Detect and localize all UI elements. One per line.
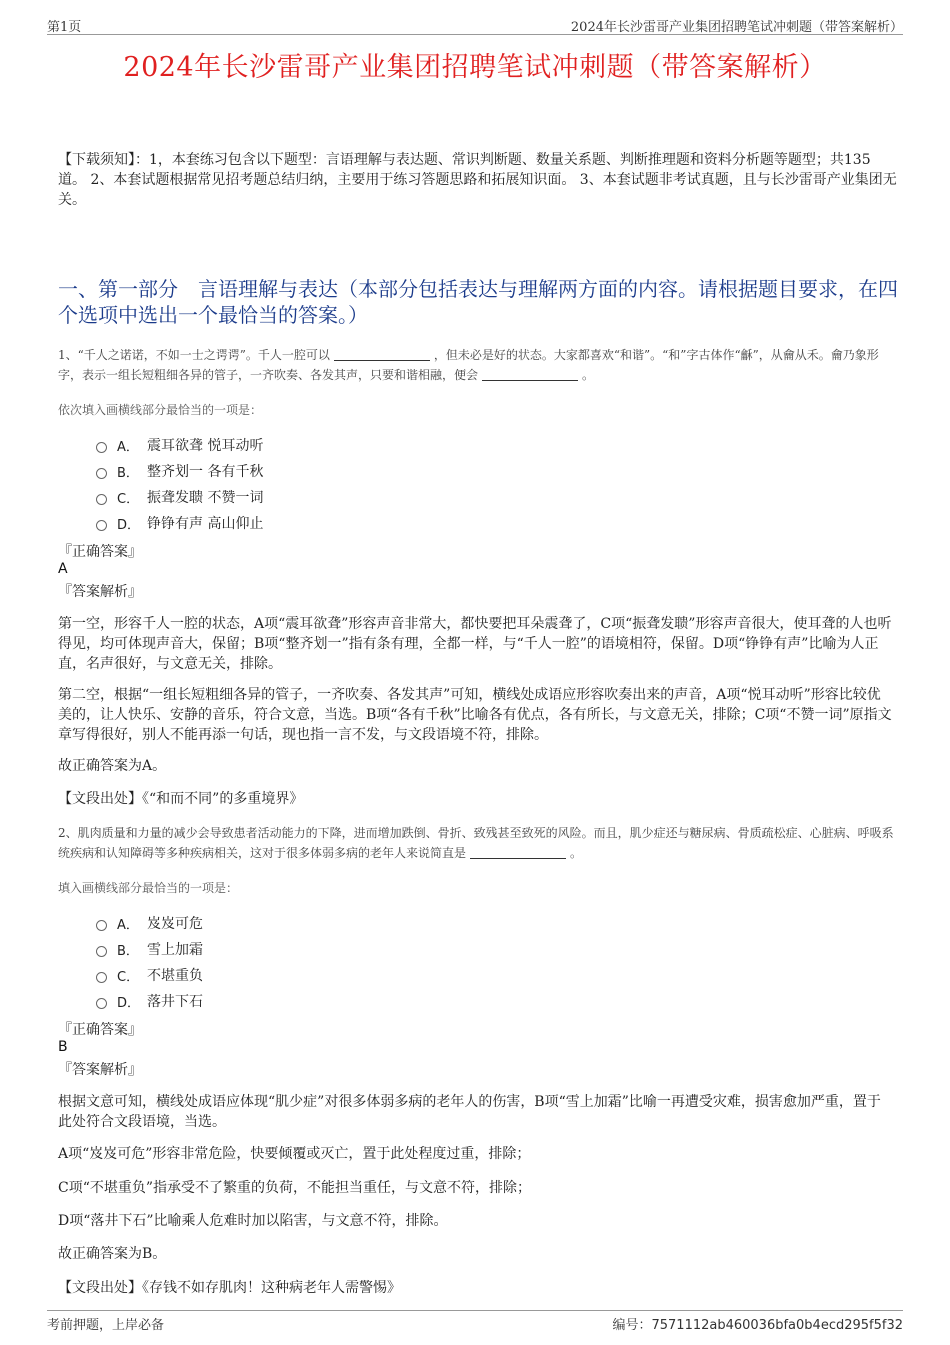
radio-icon[interactable] [96,442,107,453]
blank-1 [470,846,566,859]
correct-answer-label: 『正确答案』 [58,544,142,560]
analysis-paragraph: 第二空，根据“一组长短粗细各异的管子，一齐吹奏、各发其声”可知，横线处成语应形容吹奏出来的声音，A项“悦耳动听”形容比较优美的，让人快乐、安静的音乐，符合文意，当选。B项“各有千秋”比喻各有优点，各有所长，与文意无关，排除；C项“不赞一词”原指文章写得很好，别人不能再添一句话，现也指一言不发，与文段语境不符，排除。 [58,687,892,743]
option-d[interactable]: D． 落井下石 [96,988,203,1014]
footer-code-value: 7571112ab460036bfa0b4ecd295f5f32 [651,1318,903,1333]
footer-code [612,1314,903,1333]
correct-answer-value: B [58,1039,68,1055]
radio-icon[interactable] [96,946,107,957]
analysis-source: 【文段出处】《“和而不同”的多重境界》 [58,791,304,807]
blank-1 [334,348,430,361]
question-1-stem: 1、“千人之诺诺，不如一士之谔谔”。千人一腔可以 ，但未必是好的状态。大家都喜欢“和谐”。“和”字古体作“龢”，从龠从禾。龠乃象形字，表示一组长短粗细各异的管子，一齐吹奏、各发其声，只要和谐相融，便会 。 [58,348,879,382]
option-a[interactable]: A． 岌岌可危 [96,910,203,936]
radio-icon[interactable] [96,972,107,983]
option-d[interactable]: D． 铮铮有声 高山仰止 [96,510,263,536]
analysis-label: 『答案解析』 [58,584,142,600]
radio-icon[interactable] [96,520,107,531]
analysis-conclusion: 故正确答案为B。 [58,1246,167,1262]
analysis-paragraph: D项“落井下石”比喻乘人危难时加以陷害，与文意不符，排除。 [58,1213,448,1229]
analysis-label: 『答案解析』 [58,1062,142,1078]
analysis-conclusion: 故正确答案为A。 [58,758,167,774]
question-1-options [96,432,263,536]
header-divider [47,34,903,35]
correct-answer-label: 『正确答案』 [58,1022,142,1038]
correct-answer-value: A [58,561,68,577]
footer-divider [47,1310,903,1311]
analysis-paragraph: 根据文意可知，横线处成语应体现“肌少症”对很多体弱多病的老年人的伤害，B项“雪上加霜”比喻一再遭受灾难，损害愈加严重，置于此处符合文段语境，当选。 [58,1094,881,1130]
radio-icon[interactable] [96,468,107,479]
option-c[interactable]: C． 不堪重负 [96,962,203,988]
download-notice: 【下载须知】：1，本套练习包含以下题型：言语理解与表达题、常识判断题、数量关系题、判断推理题和资料分析题等题型；共135道。 2、本套试题根据常见招考题总结归纳，主要用于练习答题思路和拓展知识面。 3、本套试题非考试真题，且与长沙雷哥产业集团无关。 [58,152,897,208]
option-b[interactable]: B． 整齐划一 各有千秋 [96,458,263,484]
blank-2 [482,368,578,381]
footer-slogan: 考前押题，上岸必备 [47,1318,165,1333]
analysis-paragraph: 第一空，形容千人一腔的状态，A项“震耳欲聋”形容声音非常大，都快要把耳朵震聋了，C项“振聋发聩”形容声音很大，使耳聋的人也听得见，均可体现声音大，保留；B项“整齐划一”指有条有理，全都一样，与“千人一腔”的语境相符，保留。D项“铮铮有声”比喻为人正直，名声很好，与文意无关，排除。 [58,616,892,672]
header-page-number: 第1页 [47,20,82,35]
option-c[interactable]: C． 振聋发聩 不赞一词 [96,484,263,510]
question-2-instruction: 填入画横线部分最恰当的一项是： [58,881,239,895]
section-heading: 一、第一部分 言语理解与表达（本部分包括表达与理解两方面的内容。请根据题目要求，在四个选项中选出一个最恰当的答案。） [58,277,898,327]
radio-icon[interactable] [96,920,107,931]
option-a[interactable]: A． 震耳欲聋 悦耳动听 [96,432,263,458]
question-2-options [96,910,203,1014]
analysis-paragraph: A项“岌岌可危”形容非常危险，快要倾覆或灭亡，置于此处程度过重，排除； [58,1146,531,1162]
radio-icon[interactable] [96,494,107,505]
question-1-instruction: 依次填入画横线部分最恰当的一项是： [58,403,263,417]
option-b[interactable]: B． 雪上加霜 [96,936,203,962]
footer-code-label: 编号： [612,1318,652,1333]
radio-icon[interactable] [96,998,107,1009]
header-doc-title: 2024年长沙雷哥产业集团招聘笔试冲刺题（带答案解析） [570,20,903,35]
analysis-paragraph: C项“不堪重负”指承受不了繁重的负荷，不能担当重任，与文意不符，排除； [58,1180,532,1196]
analysis-source: 【文段出处】《存钱不如存肌肉！这种病老年人需警惕》 [58,1280,401,1296]
question-2-stem: 2、肌肉质量和力量的减少会导致患者活动能力的下降，进而增加跌倒、骨折、致残甚至致死的风险。而且，肌少症还与糖尿病、骨质疏松症、心脏病、呼吸系统疾病和认知障碍等多种疾病相关，这对于很多体弱多病的老年人来说简直是 。 [58,826,894,860]
page-title: 2024年长沙雷哥产业集团招聘笔试冲刺题（带答案解析） [123,52,827,83]
